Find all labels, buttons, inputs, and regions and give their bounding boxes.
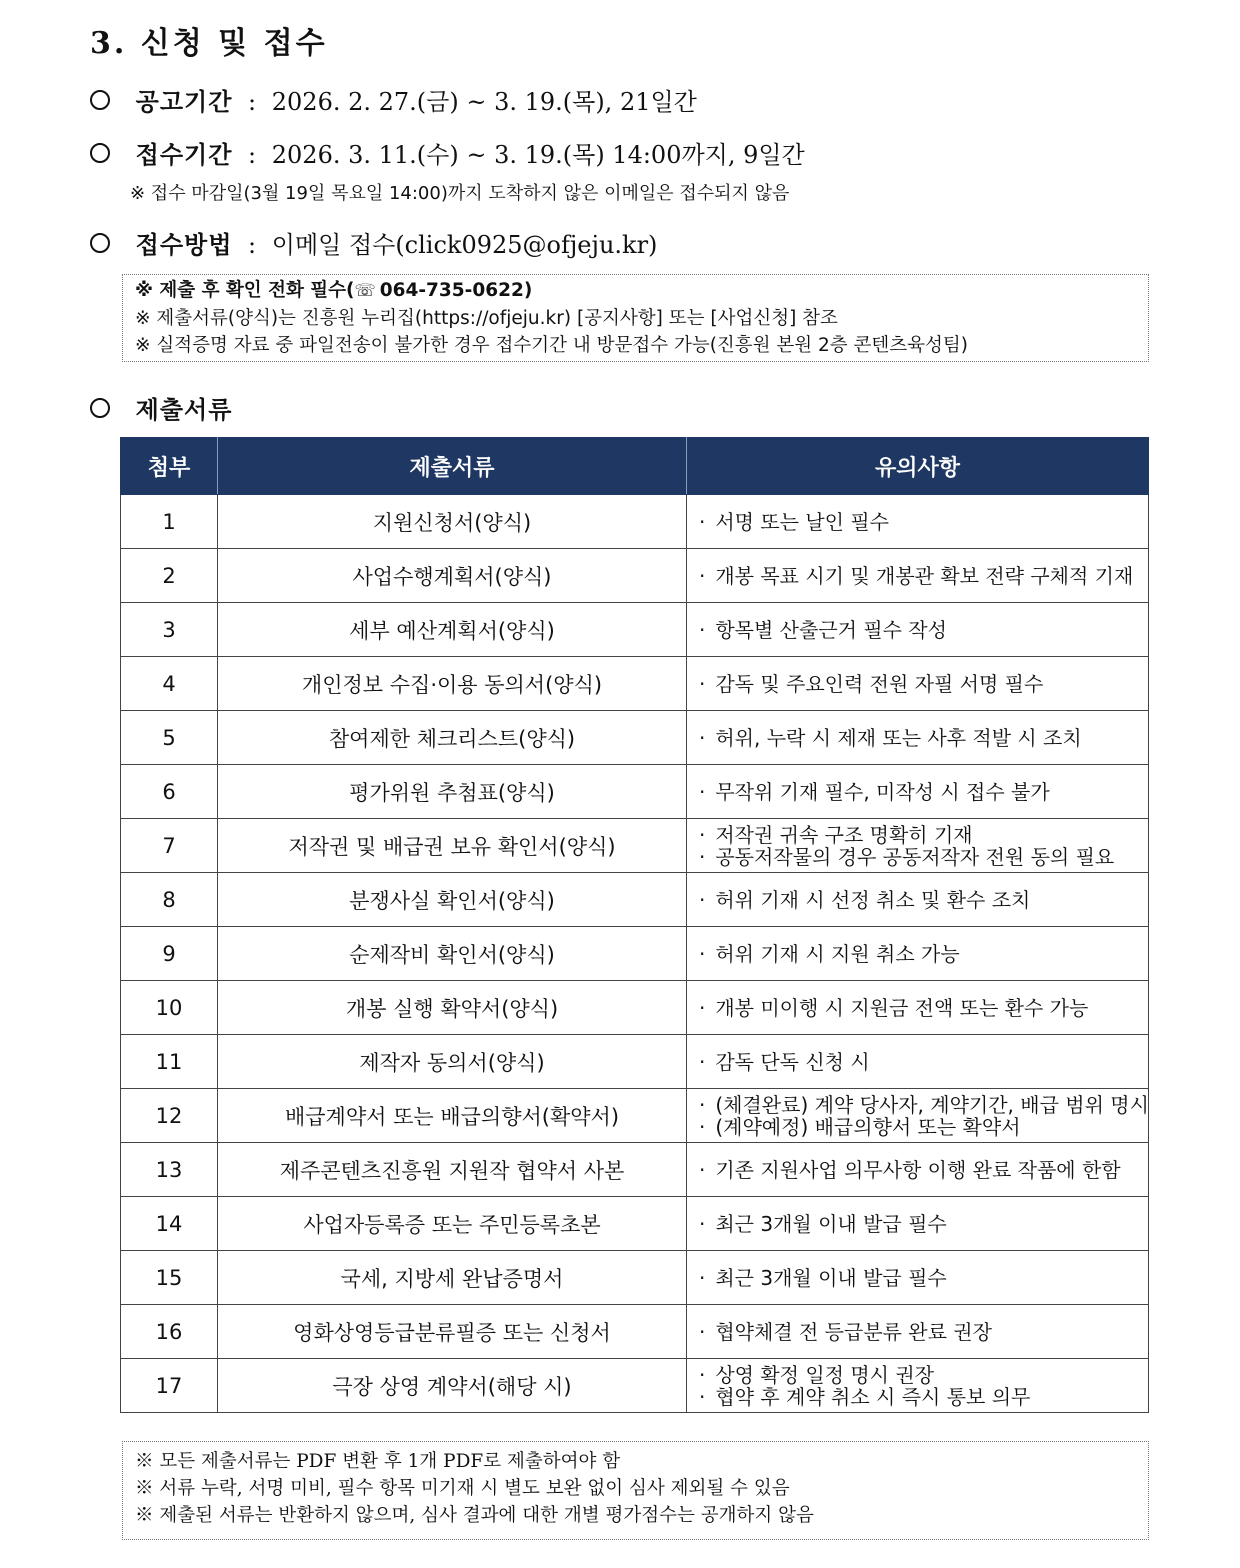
row-number: 12 [121, 1089, 218, 1143]
note-line [699, 889, 1148, 911]
note-text: 무작위 기재 필수, 미작성 시 접수 불가 [715, 779, 1050, 804]
document-name: 사업자등록증 또는 주민등록초본 [218, 1197, 687, 1251]
circle-bullet-icon [90, 143, 110, 163]
note-line [699, 846, 1148, 868]
note-line [699, 997, 1148, 1019]
receipt-period-item [90, 135, 805, 170]
document-name: 제작자 동의서(양식) [218, 1035, 687, 1089]
notice-period-value: 2026. 2. 27.(금) ~ 3. 19.(목), 21일간 [271, 88, 697, 116]
table-row [121, 873, 1149, 927]
table-row [121, 603, 1149, 657]
footer-note: ※ 서류 누락, 서명 미비, 필수 항목 미기재 시 별도 보완 없이 심사 제외될 수 있음 [135, 1478, 790, 1499]
document-name: 저작권 및 배급권 보유 확인서(양식) [218, 819, 687, 873]
document-notes [687, 495, 1149, 549]
note-line [699, 673, 1148, 695]
documents-table [120, 437, 1149, 1413]
table-row [121, 1359, 1149, 1413]
bullet-dot-icon: · [699, 1265, 706, 1290]
row-number: 3 [121, 603, 218, 657]
row-number: 16 [121, 1305, 218, 1359]
row-number: 6 [121, 765, 218, 819]
receipt-period-value: 2026. 3. 11.(수) ~ 3. 19.(목) 14:00까지, 9일간 [271, 141, 805, 169]
note-line [699, 511, 1148, 533]
receipt-deadline-note: ※ 접수 마감일(3월 19일 목요일 14:00)까지 도착하지 않은 이메일은 접수되지 않음 [130, 183, 790, 204]
document-notes [687, 981, 1149, 1035]
note-line [699, 943, 1148, 965]
table-row [121, 1089, 1149, 1143]
bullet-dot-icon: · [699, 509, 706, 534]
table-row [121, 657, 1149, 711]
note-text: 상영 확정 일정 명시 권장 [715, 1362, 934, 1387]
bullet-dot-icon: · [699, 725, 706, 750]
document-notes [687, 1197, 1149, 1251]
bullet-dot-icon: · [699, 1157, 706, 1182]
document-name: 지원신청서(양식) [218, 495, 687, 549]
visit-note: ※ 실적증명 자료 중 파일전송이 불가한 경우 접수기간 내 방문접수 가능(진흥원 본원 2층 콘텐츠육성팀) [135, 335, 968, 356]
note-line [699, 1116, 1148, 1138]
bullet-dot-icon: · [699, 563, 706, 588]
header-document: 제출서류 [218, 438, 687, 495]
note-line [699, 1213, 1148, 1235]
note-text: 협약체결 전 등급분류 완료 권장 [715, 1319, 992, 1344]
bullet-dot-icon: · [699, 1114, 706, 1139]
note-line [699, 1364, 1148, 1386]
notice-period-item [90, 82, 697, 117]
bullet-dot-icon: · [699, 887, 706, 912]
note-line [699, 824, 1148, 846]
docs-section-item [90, 390, 232, 425]
table-row [121, 819, 1149, 873]
circle-bullet-icon [90, 90, 110, 110]
document-name: 참여제한 체크리스트(양식) [218, 711, 687, 765]
note-text: 감독 단독 신청 시 [715, 1049, 870, 1074]
row-number: 7 [121, 819, 218, 873]
document-notes [687, 1359, 1149, 1413]
note-line [699, 1386, 1148, 1408]
note-line [699, 1267, 1148, 1289]
document-name: 분쟁사실 확인서(양식) [218, 873, 687, 927]
table-row [121, 711, 1149, 765]
note-line [699, 619, 1148, 641]
bullet-dot-icon: · [699, 844, 706, 869]
note-text: 서명 또는 날인 필수 [715, 509, 889, 534]
document-name: 개봉 실행 확약서(양식) [218, 981, 687, 1035]
row-number: 11 [121, 1035, 218, 1089]
note-text: 허위 기재 시 선정 취소 및 환수 조치 [715, 887, 1031, 912]
phone-note: ※ 제출 후 확인 전화 필수(☏ 064-735-0622) [135, 277, 1136, 305]
note-text: 개봉 목표 시기 및 개봉관 확보 전략 구체적 기재 [715, 563, 1134, 588]
row-number: 8 [121, 873, 218, 927]
note-line [699, 565, 1148, 587]
document-notes [687, 819, 1149, 873]
forms-note: ※ 제출서류(양식)는 진흥원 누리집(https://ofjeju.kr) [공지사항] 또는 [사업신청] 참조 [135, 308, 838, 329]
bullet-dot-icon: · [699, 617, 706, 642]
note-text: 기존 지원사업 의무사항 이행 완료 작품에 한함 [715, 1157, 1121, 1182]
bullet-dot-icon: · [699, 1319, 706, 1344]
separator: : [248, 141, 257, 169]
document-name: 순제작비 확인서(양식) [218, 927, 687, 981]
bullet-dot-icon: · [699, 1049, 706, 1074]
note-text: (계약예정) 배급의향서 또는 확약서 [715, 1114, 1021, 1139]
row-number: 17 [121, 1359, 218, 1413]
note-text: 감독 및 주요인력 전원 자필 서명 필수 [715, 671, 1044, 696]
row-number: 10 [121, 981, 218, 1035]
separator: : [248, 231, 257, 259]
footer-note: ※ 제출된 서류는 반환하지 않으며, 심사 결과에 대한 개별 평가점수는 공개하지 않음 [135, 1505, 814, 1526]
bullet-dot-icon: · [699, 995, 706, 1020]
document-name: 극장 상영 계약서(해당 시) [218, 1359, 687, 1413]
document-notes [687, 549, 1149, 603]
note-line [699, 727, 1148, 749]
notice-period-label: 공고기간 [135, 87, 233, 116]
document-notes [687, 603, 1149, 657]
table-row [121, 927, 1149, 981]
table-row [121, 1197, 1149, 1251]
row-number: 1 [121, 495, 218, 549]
note-text: 최근 3개월 이내 발급 필수 [715, 1265, 947, 1290]
bullet-dot-icon: · [699, 779, 706, 804]
document-notes [687, 1305, 1149, 1359]
phone-icon: ☏ [354, 281, 376, 301]
receipt-method-item [90, 225, 657, 260]
note-text: 저작권 귀속 구조 명확히 기재 [715, 822, 973, 847]
note-line [699, 1159, 1148, 1181]
note-text: 최근 3개월 이내 발급 필수 [715, 1211, 947, 1236]
table-row [121, 981, 1149, 1035]
note-line [699, 1321, 1148, 1343]
document-name: 국세, 지방세 완납증명서 [218, 1251, 687, 1305]
table-row [121, 1305, 1149, 1359]
table-header-row [121, 438, 1149, 495]
document-name: 영화상영등급분류필증 또는 신청서 [218, 1305, 687, 1359]
document-name: 제주콘텐츠진흥원 지원작 협약서 사본 [218, 1143, 687, 1197]
bullet-dot-icon: · [699, 941, 706, 966]
document-notes [687, 927, 1149, 981]
separator: : [248, 88, 257, 116]
bullet-dot-icon: · [699, 1211, 706, 1236]
note-line [699, 1094, 1148, 1116]
document-notes [687, 1143, 1149, 1197]
note-text: 개봉 미이행 시 지원금 전액 또는 환수 가능 [715, 995, 1089, 1020]
table-row [121, 1035, 1149, 1089]
document-notes [687, 657, 1149, 711]
footer-note: ※ 모든 제출서류는 PDF 변환 후 1개 PDF로 제출하여야 함 [135, 1451, 621, 1472]
circle-bullet-icon [90, 233, 110, 253]
receipt-period-label: 접수기간 [135, 140, 233, 169]
note-text: 협약 후 계약 취소 시 즉시 통보 의무 [715, 1384, 1031, 1409]
document-name: 개인정보 수집·이용 동의서(양식) [218, 657, 687, 711]
document-notes [687, 873, 1149, 927]
table-row [121, 1143, 1149, 1197]
document-name: 배급계약서 또는 배급의향서(확약서) [218, 1089, 687, 1143]
document-notes [687, 1089, 1149, 1143]
note-text: 허위 기재 시 지원 취소 가능 [715, 941, 960, 966]
bullet-dot-icon: · [699, 1362, 706, 1387]
note-text: 허위, 누락 시 제재 또는 사후 적발 시 조치 [715, 725, 1082, 750]
table-row [121, 1251, 1149, 1305]
docs-section-label: 제출서류 [135, 395, 233, 424]
document-notes [687, 765, 1149, 819]
row-number: 9 [121, 927, 218, 981]
bullet-dot-icon: · [699, 671, 706, 696]
footer-notes-box [122, 1441, 1149, 1540]
bullet-dot-icon: · [699, 822, 706, 847]
note-line [699, 781, 1148, 803]
note-text: (체결완료) 계약 당사자, 계약기간, 배급 범위 명시 [715, 1092, 1149, 1117]
document-name: 세부 예산계획서(양식) [218, 603, 687, 657]
method-notes-box [122, 274, 1149, 362]
document-notes [687, 1035, 1149, 1089]
table-row [121, 765, 1149, 819]
header-attach: 첨부 [121, 438, 218, 495]
bullet-dot-icon: · [699, 1092, 706, 1117]
table-row [121, 495, 1149, 549]
note-text: 공동저작물의 경우 공동저작자 전원 동의 필요 [715, 844, 1115, 869]
row-number: 5 [121, 711, 218, 765]
row-number: 2 [121, 549, 218, 603]
document-notes [687, 711, 1149, 765]
document-name: 사업수행계획서(양식) [218, 549, 687, 603]
document-name: 평가위원 추첨표(양식) [218, 765, 687, 819]
row-number: 4 [121, 657, 218, 711]
row-number: 15 [121, 1251, 218, 1305]
note-text: 항목별 산출근거 필수 작성 [715, 617, 947, 642]
row-number: 14 [121, 1197, 218, 1251]
note-line [699, 1051, 1148, 1073]
header-notes: 유의사항 [687, 438, 1149, 495]
section-title: 3. 신청 및 접수 [90, 26, 328, 61]
receipt-method-value: 이메일 접수(click0925@ofjeju.kr) [271, 231, 658, 259]
table-row [121, 549, 1149, 603]
receipt-method-label: 접수방법 [135, 230, 233, 259]
row-number: 13 [121, 1143, 218, 1197]
bullet-dot-icon: · [699, 1384, 706, 1409]
circle-bullet-icon [90, 398, 110, 418]
document-notes [687, 1251, 1149, 1305]
